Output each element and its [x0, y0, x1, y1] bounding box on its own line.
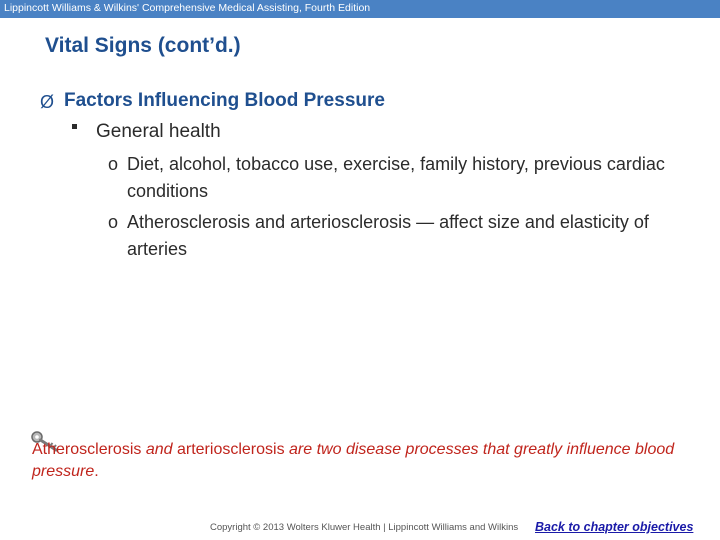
square-bullet-icon — [72, 124, 77, 129]
bullet-level3-text: Diet, alcohol, tobacco use, exercise, family history, previous cardiac conditions — [127, 154, 665, 201]
footer-copyright: Copyright © 2013 Wolters Kluwer Health | Lippincott Williams and Wilkins — [210, 522, 519, 533]
note-and: and — [145, 441, 173, 458]
bullet-level3-text: Atherosclerosis and arteriosclerosis — affect size and elasticity of arteries — [127, 212, 649, 259]
note-term-arteriosclerosis: arteriosclerosis — [176, 441, 285, 458]
instructor-note — [32, 439, 682, 483]
bullet-level3-item — [108, 209, 688, 263]
note-text: are two disease processes that greatly influence blood pressure — [32, 441, 675, 480]
bullet-level2: General health — [96, 121, 221, 142]
back-to-objectives-link[interactable]: Back to chapter objectives — [535, 520, 694, 534]
circle-bullet-icon: o — [108, 154, 119, 174]
note-period: . — [94, 463, 99, 480]
book-title: Lippincott Williams & Wilkins' Comprehensive Medical Assisting, Fourth Edition — [4, 2, 371, 14]
bullet-level1: Factors Influencing Blood Pressure — [64, 90, 385, 111]
circle-bullet-icon: o — [108, 212, 119, 232]
arrow-bullet-icon: Ø — [40, 92, 55, 112]
note-term-atherosclerosis: Atherosclerosis — [32, 441, 142, 458]
bullet-level3-item — [108, 151, 688, 205]
slide-title: Vital Signs (cont’d.) — [45, 34, 241, 57]
header-bar — [0, 0, 720, 18]
